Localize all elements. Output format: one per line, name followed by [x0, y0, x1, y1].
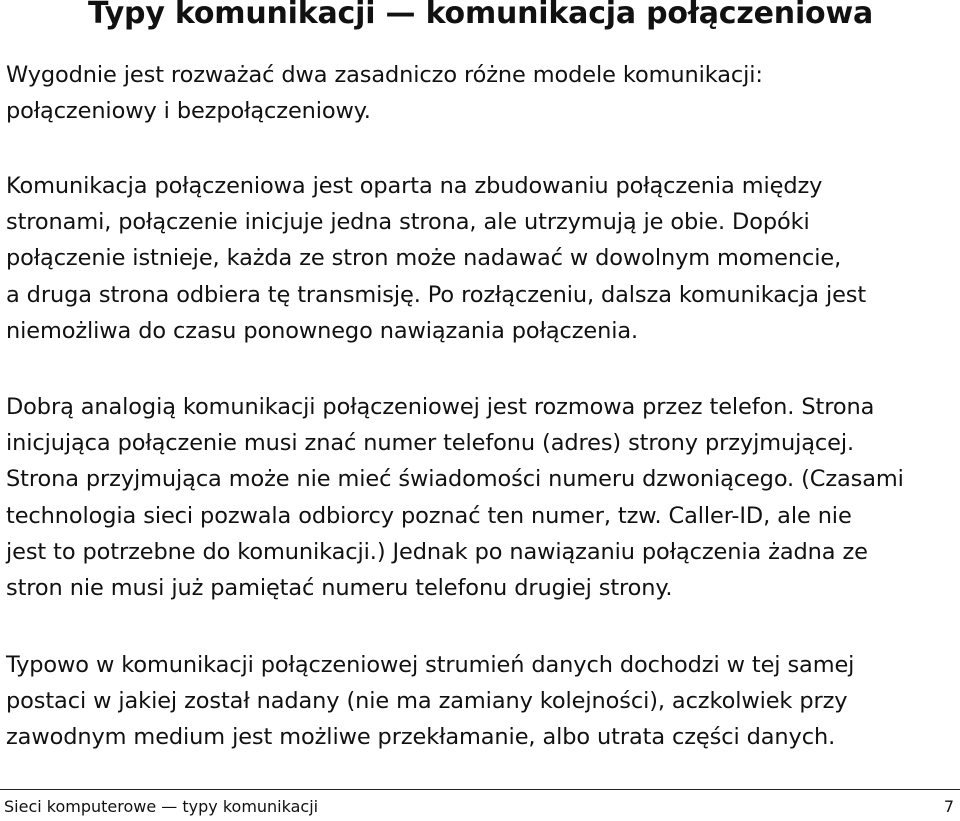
text-line: inicjująca połączenie musi znać numer telefonu (adres) strony przyjmującej.: [6, 430, 854, 457]
paragraph-data-stream: [6, 647, 956, 756]
text-line: Komunikacja połączeniowa jest oparta na zbudowaniu połączenia między: [6, 173, 823, 199]
footer-caption: Sieci komputerowe — typy komunikacji: [4, 797, 319, 816]
paragraph-intro: [6, 57, 956, 129]
slide-title: Typy komunikacji — komunikacja połączeniowa: [88, 0, 874, 31]
paragraph-telephone-analogy: [6, 389, 956, 606]
paragraph-definition: [6, 168, 956, 349]
text-line: postaci w jakiej został nadany (nie ma zamiany kolejności), aczkolwiek przy: [6, 688, 848, 715]
text-line: a druga strona odbiera tę transmisję. Po rozłączeniu, dalsza komunikacja jest: [6, 281, 867, 308]
text-line: niemożliwa do czasu ponownego nawiązania połączenia.: [6, 317, 639, 344]
text-line: stron nie musi już pamiętać numeru telefonu drugiej strony.: [6, 575, 673, 602]
text-line: Wygodnie jest rozważać dwa zasadniczo różne modele komunikacji:: [6, 62, 763, 88]
text-line: Typowo w komunikacji połączeniowej strumień danych dochodzi w tej samej: [6, 652, 855, 678]
footer-divider: [0, 789, 960, 790]
text-line: stronami, połączenie inicjuje jedna strona, ale utrzymują je obie. Dopóki: [6, 209, 810, 236]
text-line: jest to potrzebne do komunikacji.) Jednak po nawiązaniu połączenia żadna ze: [6, 538, 868, 565]
text-line: zawodnym medium jest możliwe przekłamanie, albo utrata części danych.: [6, 724, 836, 751]
text-line: technologia sieci pozwala odbiorcy poznać ten numer, tzw. Caller-ID, ale nie: [6, 502, 852, 529]
page-number: 7: [943, 797, 954, 816]
text-line: Strona przyjmująca może nie mieć świadomości numeru dzwoniącego. (Czasami: [6, 466, 904, 493]
text-line: połączenie istnieje, każda ze stron może nadawać w dowolnym momencie,: [6, 245, 842, 272]
text-line: Dobrą analogią komunikacji połączeniowej jest rozmowa przez telefon. Strona: [6, 394, 875, 420]
text-line: połączeniowy i bezpołączeniowy.: [6, 98, 371, 125]
